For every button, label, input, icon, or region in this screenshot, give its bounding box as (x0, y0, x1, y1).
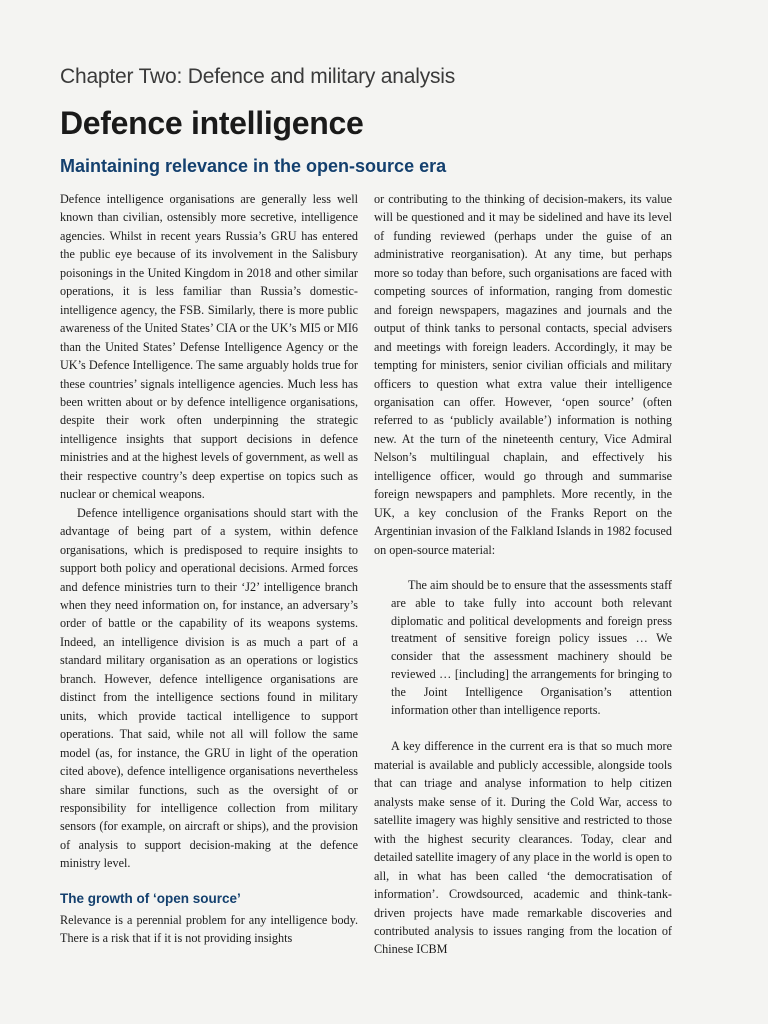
left-paragraph-3: Relevance is a perennial problem for any intelligence body. There is a risk that if it is not providing insights (60, 912, 358, 946)
section-heading-open-source: The growth of ‘open source’ (60, 890, 241, 906)
page-subtitle: Maintaining relevance in the open-source era (60, 156, 447, 176)
right-paragraph-1: or contributing to the thinking of decision-makers, its value will be questioned and it may be sidelined and have its level of funding reviewed (perhaps under the guise of an administrative reorganisation). At any time, but perhaps more so today than before, such organisations are faced with competing sources of information, ranging from domestic and foreign newspapers, magazines and journals and the output of think tanks to personal contacts, special advisers and meetings with foreign leaders. Accordingly, it may be tempting for ministers, senior civilian officials and military officers to question what extra value their intelligence organisation can offer. However, ‘open source’ (often referred to as ‘publicly available’) information is nothing new. At the turn of the nineteenth century, Vice Admiral Nelson’s multilingual chaplain, and effectively his intelligence officer, would go through and summarise foreign newspapers and pamphlets. More recently, in the UK, a key conclusion of the Franks Report on the Argentinian invasion of the Falkland Islands in 1982 focused on open-source material: (374, 192, 672, 557)
right-paragraph-2: A key difference in the current era is that so much more material is available and publicly accessible, alongside tools that can triage and analyse information to help citizen analysts make sense of it. During the Cold War, access to satellite imagery was highly sensitive and restricted to those with the highest security clearances. Today, clear and detailed satellite imagery of any place in the world is open to all, in what has been called ‘the democratisation of information’. Crowdsourced, academic and think-tank-driven projects have made remarkable discoveries and contributed analysis to issues ranging from the location of Chinese ICBM (374, 739, 672, 957)
block-quote (391, 577, 672, 719)
left-paragraph-1: Defence intelligence organisations are generally less well known than civilian, ostensibly more secretive, intelligence agencies. Whilst in recent years Russia’s GRU has entered the public eye because of its involvement in the Salisbury poisonings in the United Kingdom in 2018 and other similar operations, it is less familiar than Russia’s domestic-intelligence agency, the FSB. Similarly, there is more public awareness of the United States’ CIA or the UK’s MI5 or MI6 than the United States’ Defense Intelligence Agency or the UK’s Defence Intelligence. The same arguably holds true for these countries’ signals intelligence agencies. Much less has been written about or by defence intelligence organisations, despite their work often underpinning the strategic intelligence insights that support decisions in defence ministries and at the highest levels of government, as well as their respective country’s deep expertise on topics such as nuclear or chemical weapons. (60, 192, 358, 502)
page-title: Defence intelligence (60, 105, 364, 141)
chapter-heading: Chapter Two: Defence and military analysis (60, 65, 456, 88)
block-quote-text: The aim should be to ensure that the assessments staff are able to take fully into account both relevant diplomatic and political developments and foreign press treatment of sensitive foreign policy issues … We consider that the assessment machinery should be reviewed … [including] the arrangements for bringing to the Joint Intelligence Organisation’s attention information other than intelligence reports. (391, 578, 672, 717)
right-column (374, 190, 672, 959)
left-paragraph-2: Defence intelligence organisations should start with the advantage of being part of a system, within defence organisations, which is predisposed to require insights to support both policy and operational decisions. Armed forces and defence ministries turn to their ‘J2’ intelligence branch when they need information on, for instance, an adversary’s order of battle or the capability of its weapons systems. Indeed, an intelligence division is as much a part of a standard military organisation as an operations or logistics branch. However, defence intelligence organisations are distinct from the intelligence sections found in military units, which provide tactical intelligence to support operations. That said, while not all will follow the same model (as, for instance, the GRU in light of the operation cited above), defence intelligence organisations nevertheless share similar functions, such as the oversight of or responsibility for intelligence collection from military sensors (for example, on aircraft or ships), and the provision of analysis to support decision-making at the defence ministry level. (60, 505, 358, 871)
left-column (60, 190, 358, 959)
text-columns (60, 190, 672, 959)
